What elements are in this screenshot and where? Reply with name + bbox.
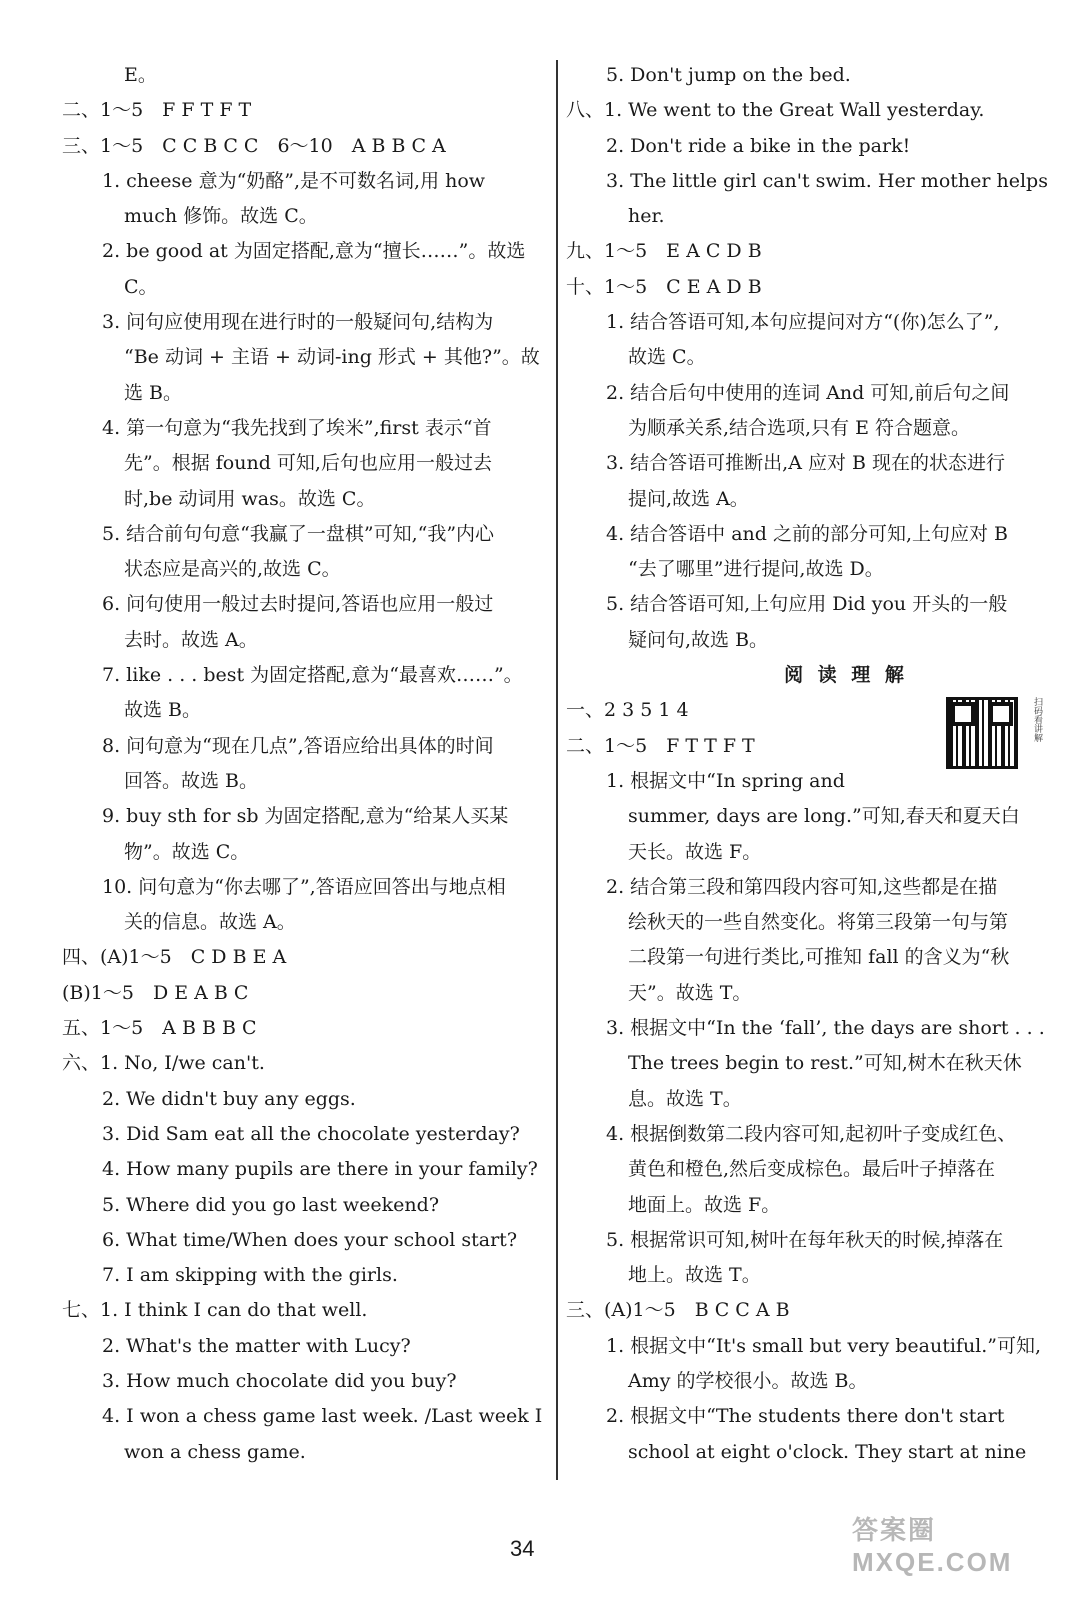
left-text-line: 回答。故选 B。 [124, 769, 259, 792]
left-text-line: 4. 第一句意为“我先找到了埃米”,first 表示“首 [102, 416, 492, 439]
left-text-line: 时,be 动词用 was。故选 C。 [124, 487, 376, 510]
left-text-line: 9. buy sth for sb 为固定搭配,意为“给某人买某 [102, 805, 509, 828]
right-text-line: 九、1～5 E A C D B [566, 240, 762, 263]
left-text-line: 5. 结合前句句意“我赢了一盘棋”可知,“我”内心 [102, 522, 495, 545]
left-text-line: (B)1～5 D E A B C [62, 981, 249, 1004]
left-text-line: 状态应是高兴的,故选 C。 [124, 558, 341, 581]
watermark-logo: 答案圈 MXQE.COM [852, 1515, 1013, 1577]
right-text-line: 3. The little girl can't swim. Her mother helps [606, 169, 1048, 192]
left-text-line: 二、1～5 F F T F T [62, 99, 252, 122]
right-text-line: 八、1. We went to the Great Wall yesterday. [566, 99, 985, 122]
left-text-line: 3. 问句应使用现在进行时的一般疑问句,结构为 [102, 311, 494, 334]
right-text-line: 4. 根据倒数第二段内容可知,起初叶子变成红色、 [606, 1122, 1017, 1145]
column-divider [556, 60, 558, 1480]
right-text-line: 地上。故选 T。 [628, 1264, 761, 1287]
left-text-line: 4. How many pupils are there in your family? [102, 1158, 538, 1181]
left-text-line: 先”。根据 found 可知,后句也应用一般过去 [124, 452, 492, 475]
right-text-line: 5. 根据常识可知,树叶在每年秋天的时候,掉落在 [606, 1228, 1004, 1251]
left-text-line: E。 [124, 64, 157, 86]
right-text-line: 5. 结合答语可知,上句应用 Did you 开头的一般 [606, 593, 1008, 616]
right-text-line: 1. 根据文中“In spring and [606, 769, 845, 792]
right-text-line: school at eight o'clock. They start at nine [628, 1440, 1027, 1463]
left-text-line: much 修饰。故选 C。 [124, 205, 318, 228]
right-text-line: 3. 根据文中“In the ‘fall’, the days are short . . . [606, 1017, 1045, 1040]
right-text-line: 2. 根据文中“The students there don't start [606, 1405, 1005, 1428]
right-text-line: 2. Don't ride a bike in the park! [606, 134, 911, 157]
left-text-line: “Be 动词 + 主语 + 动词-ing 形式 + 其他?”。故 [124, 346, 540, 369]
qr-code-icon[interactable] [946, 697, 1018, 769]
left-text-line: 关的信息。故选 A。 [124, 911, 296, 934]
right-text-line: “去了哪里”进行提问,故选 D。 [628, 558, 884, 581]
left-text-line: 3. How much chocolate did you buy? [102, 1369, 457, 1392]
right-text-line: 1. 根据文中“It's small but very beautiful.”可知, [606, 1334, 1042, 1357]
right-text-line: 2. 结合后句中使用的连词 And 可知,前后句之间 [606, 381, 1010, 404]
right-text-line: 疑问句,故选 B。 [628, 628, 769, 651]
left-text-line: 6. What time/When does your school start? [102, 1228, 518, 1251]
left-text-line: 三、1～5 C C B C C 6～10 A B B C A [62, 134, 446, 157]
left-text-line: 故选 B。 [124, 699, 202, 722]
right-text-line: 为顺承关系,结合选项,只有 E 符合题意。 [628, 416, 971, 439]
left-text-line: 物”。故选 C。 [124, 840, 250, 863]
right-text-line: her. [628, 205, 665, 228]
left-text-line: 1. cheese 意为“奶酪”,是不可数名词,用 how [102, 169, 486, 192]
right-text-line: 阅 读 理 解 [784, 664, 908, 687]
right-text-line: 绘秋天的一些自然变化。将第三段第一句与第 [628, 911, 1009, 934]
left-text-line: 2. be good at 为固定搭配,意为“擅长……”。故选 [102, 240, 526, 263]
right-text-line: 2. 结合第三段和第四段内容可知,这些都是在描 [606, 875, 998, 898]
right-text-line: 天”。故选 T。 [628, 981, 752, 1004]
right-text-line: 故选 C。 [628, 346, 706, 369]
right-text-line: summer, days are long.”可知,春天和夏天白 [628, 805, 1020, 828]
left-text-line: 六、1. No, I/we can't. [62, 1052, 265, 1075]
right-text-line: 黄色和橙色,然后变成棕色。最后叶子掉落在 [628, 1158, 996, 1181]
left-text-line: 3. Did Sam eat all the chocolate yesterday? [102, 1122, 520, 1145]
left-text-line: 7. like . . . best 为固定搭配,意为“最喜欢……”。 [102, 664, 523, 687]
left-text-line: 选 B。 [124, 381, 183, 404]
right-text-line: 三、(A)1～5 B C C A B [566, 1299, 790, 1322]
right-text-line: 二、1～5 F T T F T [566, 734, 755, 757]
left-text-line: 七、1. I think I can do that well. [62, 1299, 368, 1322]
left-text-line: 五、1～5 A B B B C [62, 1017, 257, 1040]
left-text-line: 8. 问句意为“现在几点”,答语应给出具体的时间 [102, 734, 494, 757]
left-text-line: 2. What's the matter with Lucy? [102, 1334, 411, 1357]
right-text-line: 1. 结合答语可知,本句应提问对方“(你)怎么了”, [606, 311, 1000, 334]
left-text-line: won a chess game. [124, 1440, 306, 1463]
left-text-line: 2. We didn't buy any eggs. [102, 1087, 356, 1110]
right-text-line: 一、2 3 5 1 4 [566, 699, 689, 722]
left-text-line: 4. I won a chess game last week. /Last week I [102, 1405, 543, 1428]
left-column [62, 58, 552, 1470]
right-text-line: 5. Don't jump on the bed. [606, 64, 851, 86]
right-text-line: 地面上。故选 F。 [628, 1193, 781, 1216]
left-text-line: 6. 问句使用一般过去时提问,答语也应用一般过 [102, 593, 494, 616]
right-text-line: 天长。故选 F。 [628, 840, 762, 863]
left-text-line: 四、(A)1～5 C D B E A [62, 946, 287, 969]
left-text-line: C。 [124, 275, 158, 298]
right-text-line: 提问,故选 A。 [628, 487, 749, 510]
qr-label: 扫码看讲解 [1032, 697, 1042, 742]
right-text-line: 3. 结合答语可推断出,A 应对 B 现在的状态进行 [606, 452, 1006, 475]
page-number: 34 [510, 1536, 535, 1561]
left-text-line: 10. 问句意为“你去哪了”,答语应回答出与地点相 [102, 875, 506, 898]
right-text-line: 十、1～5 C E A D B [566, 275, 762, 298]
right-text-line: 二段第一句进行类比,可推知 fall 的含义为“秋 [628, 946, 1010, 969]
right-text-line: The trees begin to rest.”可知,树木在秋天休 [628, 1052, 1022, 1075]
right-text-line: 4. 结合答语中 and 之前的部分可知,上句应对 B [606, 522, 1009, 545]
left-text-line: 7. I am skipping with the girls. [102, 1264, 398, 1287]
left-text-line: 5. Where did you go last weekend? [102, 1193, 439, 1216]
right-text-line: 息。故选 T。 [628, 1087, 742, 1110]
right-text-line: Amy 的学校很小。故选 B。 [628, 1369, 868, 1392]
left-text-line: 去时。故选 A。 [124, 628, 258, 651]
